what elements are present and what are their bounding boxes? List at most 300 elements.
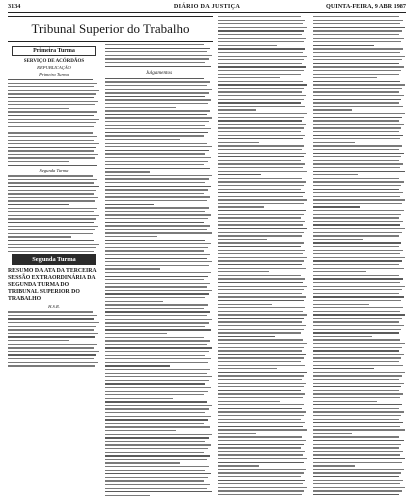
- text-line: [218, 174, 261, 175]
- text-line: [105, 401, 207, 402]
- text-line: [105, 96, 205, 97]
- text-line: [8, 229, 95, 230]
- text-line: [313, 357, 401, 358]
- text-line: [313, 120, 399, 121]
- text-line: [105, 495, 150, 496]
- text-line: [313, 454, 400, 455]
- text-line: [105, 347, 212, 348]
- text-line: [8, 136, 97, 137]
- text-line: [105, 66, 211, 67]
- text-line: [218, 149, 302, 150]
- text-line: [218, 494, 302, 495]
- text-line: [218, 314, 307, 315]
- text-line: [313, 210, 404, 211]
- text-line: [218, 343, 307, 344]
- text-line: [218, 307, 305, 308]
- text-line: [105, 44, 204, 45]
- text-line: [105, 157, 211, 158]
- text-line: [313, 167, 400, 168]
- text-line: [105, 78, 204, 79]
- text-line: [218, 300, 304, 301]
- text-line: [313, 52, 400, 53]
- text-line: [313, 314, 405, 315]
- label-hsr: H.S.R.: [48, 304, 60, 310]
- text-line: [105, 452, 204, 453]
- text-line: [218, 113, 307, 114]
- text-line: [313, 66, 404, 67]
- text-line: [218, 375, 304, 376]
- text-line: [313, 490, 402, 491]
- text-line: [8, 218, 96, 219]
- text-line: [218, 135, 305, 136]
- text-line: [105, 434, 212, 435]
- column-4: [313, 16, 406, 496]
- text-line: [105, 290, 212, 291]
- text-line: [313, 375, 402, 376]
- text-line: [8, 340, 69, 341]
- text-line: [313, 74, 399, 75]
- text-line: [218, 38, 306, 39]
- text-line: [218, 131, 301, 132]
- text-line: [313, 318, 402, 319]
- text-line: [313, 440, 404, 441]
- text-line: [105, 128, 211, 129]
- text-line: [313, 131, 399, 132]
- text-line: [105, 416, 211, 417]
- text-line: [313, 171, 405, 172]
- text-line: [313, 221, 403, 222]
- text-line: [218, 321, 302, 322]
- text-line: [8, 200, 95, 201]
- text-line: [313, 206, 360, 207]
- text-line: [8, 215, 99, 216]
- text-line: [218, 153, 306, 154]
- text-line: [313, 27, 405, 28]
- text-line: [313, 293, 399, 294]
- text-line: [313, 156, 401, 157]
- text-line: [105, 240, 205, 241]
- text-line: [8, 233, 93, 234]
- text-line: [313, 189, 399, 190]
- text-line: [105, 459, 207, 460]
- text-line: [8, 175, 93, 176]
- text-line: [313, 224, 400, 225]
- text-line: [218, 278, 305, 279]
- text-line: [218, 91, 302, 92]
- text-line: [218, 171, 307, 172]
- text-line: [313, 368, 374, 369]
- text-line: [218, 271, 269, 272]
- text-line: [8, 311, 93, 312]
- text-line: [218, 347, 304, 348]
- text-line: [218, 23, 303, 24]
- text-line: [313, 149, 399, 150]
- text-line: [105, 337, 204, 338]
- text-line: [8, 208, 97, 209]
- text-line: [105, 369, 210, 370]
- text-line: [218, 217, 301, 218]
- text-line: [313, 185, 401, 186]
- text-line: [8, 186, 99, 187]
- text-line: [105, 164, 204, 165]
- text-line: [8, 97, 94, 98]
- text-line: [218, 142, 259, 143]
- text-line: [218, 419, 301, 420]
- text-line: [218, 390, 301, 391]
- body-text-block: [105, 44, 213, 67]
- text-line: [313, 411, 404, 412]
- text-line: [313, 192, 403, 193]
- text-line: [8, 150, 94, 151]
- text-line: [105, 222, 204, 223]
- text-line: [8, 197, 98, 198]
- text-line: [313, 332, 399, 333]
- text-line: [105, 315, 207, 316]
- text-line: [105, 107, 176, 108]
- text-line: [313, 48, 403, 49]
- text-line: [313, 426, 400, 427]
- text-line: [105, 279, 204, 280]
- text-line: [218, 286, 307, 287]
- text-line: [313, 282, 400, 283]
- text-line: [218, 70, 304, 71]
- text-line: [218, 48, 305, 49]
- text-line: [105, 308, 204, 309]
- text-line: [313, 462, 402, 463]
- body-text-block: [8, 175, 100, 252]
- text-line: [218, 339, 303, 340]
- text-line: [8, 182, 94, 183]
- text-line: [218, 221, 305, 222]
- text-line: [105, 286, 207, 287]
- text-line: [105, 311, 210, 312]
- text-line: [218, 239, 267, 240]
- text-line: [218, 293, 302, 294]
- text-line: [8, 211, 94, 212]
- text-line: [218, 451, 305, 452]
- text-line: [105, 186, 211, 187]
- text-line: [313, 321, 399, 322]
- text-line: [8, 354, 96, 355]
- text-line: [313, 95, 404, 96]
- text-line: [313, 347, 402, 348]
- text-line: [105, 153, 205, 154]
- text-line: [105, 143, 207, 144]
- text-line: [313, 415, 401, 416]
- text-line: [218, 66, 306, 67]
- text-line: [8, 204, 69, 205]
- text-line: [218, 462, 304, 463]
- text-line: [218, 232, 304, 233]
- text-line: [313, 422, 403, 423]
- text-line: [313, 289, 402, 290]
- text-line: [313, 307, 403, 308]
- body-text-block: [313, 16, 406, 496]
- text-line: [218, 210, 306, 211]
- text-line: [313, 408, 399, 409]
- text-line: [105, 200, 207, 201]
- text-line: [8, 362, 98, 363]
- text-line: [105, 272, 211, 273]
- label-primeira-turma-small: Primeira Turma: [39, 72, 69, 77]
- text-line: [8, 190, 96, 191]
- text-line: [313, 365, 403, 366]
- text-line: [313, 329, 401, 330]
- text-line: [218, 102, 301, 103]
- text-line: [313, 296, 404, 297]
- text-line: [105, 81, 210, 82]
- text-line: [105, 103, 208, 104]
- text-line: [105, 135, 204, 136]
- text-line: [218, 393, 305, 394]
- text-line: [313, 390, 399, 391]
- text-line: [105, 322, 209, 323]
- text-line: [218, 253, 303, 254]
- text-line: [218, 440, 306, 441]
- text-line: [313, 178, 399, 179]
- text-line: [218, 199, 307, 200]
- text-line: [218, 117, 304, 118]
- text-line: [105, 276, 208, 277]
- text-line: [8, 157, 95, 158]
- text-line: [8, 251, 94, 252]
- body-text-block: [8, 311, 100, 366]
- text-line: [218, 268, 306, 269]
- text-line: [218, 88, 304, 89]
- body-text-block: [8, 132, 100, 166]
- text-line: [105, 250, 204, 251]
- text-line: [313, 235, 399, 236]
- text-line: [313, 336, 372, 337]
- column-3: [218, 16, 308, 496]
- text-line: [313, 106, 403, 107]
- text-line: [105, 229, 207, 230]
- text-line: [218, 27, 307, 28]
- text-line: [8, 86, 94, 87]
- text-line: [313, 469, 404, 470]
- text-line: [8, 193, 94, 194]
- text-line: [105, 261, 212, 262]
- text-line: [105, 293, 209, 294]
- journal-name: DIÁRIO DA JUSTIÇA: [173, 3, 241, 10]
- text-line: [313, 476, 399, 477]
- text-line: [218, 34, 302, 35]
- text-line: [8, 143, 99, 144]
- text-line: [105, 168, 210, 169]
- text-line: [313, 30, 402, 31]
- text-line: [218, 329, 304, 330]
- text-line: [218, 228, 307, 229]
- text-line: [313, 70, 401, 71]
- text-line: [218, 325, 306, 326]
- text-line: [105, 398, 173, 399]
- text-line: [313, 196, 400, 197]
- text-line: [105, 408, 209, 409]
- text-line: [313, 447, 399, 448]
- text-line: [313, 458, 405, 459]
- text-line: [105, 491, 212, 492]
- text-line: [105, 383, 205, 384]
- text-line: [313, 181, 404, 182]
- text-line: [218, 124, 306, 125]
- text-line: [8, 83, 97, 84]
- text-line: [105, 207, 209, 208]
- text-line: [218, 246, 301, 247]
- text-line: [218, 185, 304, 186]
- text-line: [313, 41, 401, 42]
- text-line: [105, 193, 204, 194]
- text-line: [218, 465, 259, 466]
- text-line: [105, 477, 208, 478]
- text-line: [105, 92, 209, 93]
- text-line: [313, 246, 399, 247]
- text-line: [105, 89, 212, 90]
- text-line: [105, 387, 211, 388]
- text-line: [218, 282, 303, 283]
- text-line: [105, 462, 180, 463]
- text-line: [105, 441, 205, 442]
- text-line: [218, 99, 304, 100]
- text-line: [313, 401, 377, 402]
- text-line: [105, 243, 211, 244]
- text-line: [105, 114, 207, 115]
- text-line: [313, 160, 399, 161]
- text-line: [218, 95, 306, 96]
- text-line: [313, 386, 401, 387]
- text-line: [218, 250, 305, 251]
- text-line: [218, 444, 304, 445]
- body-text-block: [105, 78, 213, 496]
- text-line: [105, 218, 208, 219]
- text-line: [105, 362, 208, 363]
- text-line: [313, 109, 352, 110]
- text-line: [313, 354, 404, 355]
- text-line: [218, 120, 302, 121]
- text-line: [105, 412, 205, 413]
- text-line: [105, 48, 210, 49]
- text-line: [105, 51, 207, 52]
- text-line: [218, 242, 304, 243]
- text-line: [8, 179, 97, 180]
- text-line: [313, 138, 400, 139]
- text-line: [8, 119, 99, 120]
- text-line: [218, 106, 305, 107]
- text-line: [8, 358, 94, 359]
- text-line: [218, 127, 304, 128]
- text-line: [105, 265, 209, 266]
- text-line: [105, 204, 154, 205]
- text-line: [218, 487, 307, 488]
- text-line: [313, 135, 403, 136]
- text-line: [8, 79, 93, 80]
- text-line: [218, 178, 302, 179]
- text-line: [105, 211, 205, 212]
- text-line: [218, 429, 307, 430]
- text-line: [218, 476, 301, 477]
- text-line: [313, 286, 405, 287]
- text-line: [313, 436, 399, 437]
- text-line: [313, 163, 403, 164]
- text-line: [313, 174, 358, 175]
- body-text-block: [218, 16, 308, 496]
- text-line: [313, 77, 377, 78]
- text-line: [313, 113, 405, 114]
- text-line: [313, 199, 405, 200]
- text-line: [218, 160, 301, 161]
- text-line: [8, 140, 94, 141]
- text-line: [105, 268, 160, 269]
- text-line: [313, 260, 402, 261]
- text-line: [313, 142, 355, 143]
- text-line: [313, 99, 401, 100]
- text-line: [105, 196, 210, 197]
- text-line: [218, 426, 303, 427]
- text-line: [105, 121, 209, 122]
- text-line: [218, 260, 304, 261]
- text-line: [313, 483, 400, 484]
- text-line: [218, 415, 304, 416]
- text-line: [8, 244, 99, 245]
- text-line: [105, 340, 210, 341]
- text-line: [218, 354, 306, 355]
- text-line: [313, 444, 401, 445]
- text-line: [313, 379, 399, 380]
- text-line: [105, 175, 212, 176]
- court-banner: [8, 16, 213, 42]
- text-line: [218, 77, 280, 78]
- text-line: [313, 451, 403, 452]
- heading-resumo-ata: RESUMO DA ATA DA TERCEIRA SESSÃO EXTRAORDINÁRIA DA SEGUNDA TURMA DO TRIBUNAL SUPERIOR DO TRABALHO: [8, 268, 97, 302]
- text-line: [218, 109, 256, 110]
- text-line: [8, 329, 94, 330]
- column-1: [8, 44, 100, 496]
- text-line: [8, 236, 71, 237]
- text-line: [218, 454, 303, 455]
- text-line: [218, 490, 304, 491]
- text-line: [218, 138, 303, 139]
- text-line: [313, 350, 399, 351]
- text-line: [105, 405, 212, 406]
- text-line: [8, 161, 69, 162]
- text-line: [218, 368, 277, 369]
- text-line: [105, 117, 212, 118]
- text-line: [105, 344, 207, 345]
- text-line: [313, 59, 402, 60]
- text-line: [105, 236, 157, 237]
- body-text-block: [8, 79, 100, 127]
- text-line: [8, 247, 96, 248]
- text-line: [313, 91, 399, 92]
- text-line: [313, 253, 400, 254]
- text-line: [8, 240, 94, 241]
- text-line: [8, 222, 94, 223]
- text-line: [313, 102, 399, 103]
- text-line: [218, 318, 304, 319]
- text-line: [218, 357, 304, 358]
- text-line: [105, 419, 208, 420]
- text-line: [8, 90, 99, 91]
- text-line: [105, 132, 208, 133]
- text-line: [105, 437, 209, 438]
- text-line: [105, 391, 208, 392]
- text-line: [105, 58, 209, 59]
- text-line: [313, 56, 405, 57]
- text-line: [313, 419, 399, 420]
- text-line: [313, 45, 374, 46]
- text-line: [313, 429, 405, 430]
- text-line: [218, 275, 301, 276]
- text-line: [105, 297, 205, 298]
